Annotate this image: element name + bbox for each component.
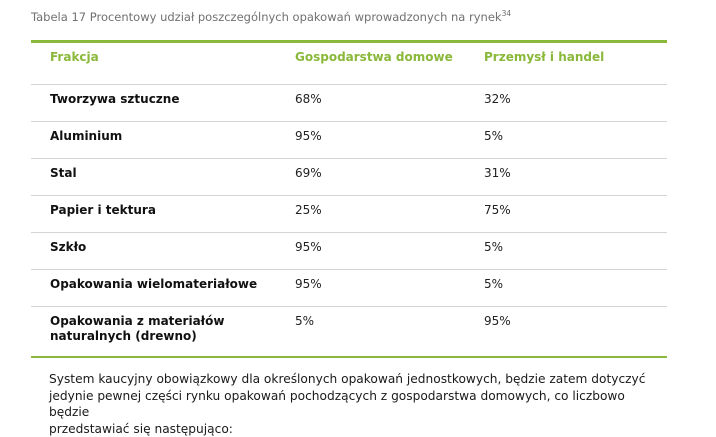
row-fraction: Stal [50, 166, 77, 180]
body-paragraph [49, 371, 659, 437]
row-households: 95% [295, 240, 322, 254]
row-fraction: Opakowania wielomateriałowe [50, 277, 258, 291]
row-fraction: Papier i tektura [50, 203, 156, 217]
table-row [31, 233, 667, 270]
row-industry: 31% [484, 166, 511, 180]
row-fraction: Aluminium [50, 129, 123, 143]
row-fraction [50, 314, 290, 344]
paragraph-line-3: przedstawiać się następująco: [49, 421, 233, 436]
table-row [31, 196, 667, 233]
table-row [31, 270, 667, 307]
table-header-row [31, 43, 667, 85]
packaging-share-table [31, 40, 667, 358]
row-industry: 5% [484, 277, 504, 291]
footnote-marker: 34 [501, 9, 512, 18]
table-row [31, 307, 667, 358]
row-households: 95% [295, 129, 322, 143]
row-fraction: Szkło [50, 240, 87, 254]
row-industry: 5% [484, 129, 504, 143]
row-fraction-line-2: naturalnych (drewno) [50, 329, 197, 343]
header-fraction: Frakcja [50, 50, 99, 64]
paragraph-line-1: System kaucyjny obowiązkowy dla określonych opakowań jednostkowych, będzie zatem dotyczyć [49, 372, 646, 386]
row-households: 25% [295, 203, 322, 217]
row-fraction: Tworzywa sztuczne [50, 92, 180, 106]
header-industry: Przemysł i handel [484, 50, 605, 64]
row-households: 95% [295, 277, 322, 291]
row-industry: 75% [484, 203, 511, 217]
paragraph-line-2: jedynie pewnej części rynku opakowań pochodzących z gospodarstwa domowych, co liczbowo będzie [49, 388, 625, 419]
row-industry: 5% [484, 240, 504, 254]
table-row [31, 85, 667, 122]
row-households: 69% [295, 166, 322, 180]
table-caption-text: Tabela 17 Procentowy udział poszczególnych opakowań wprowadzonych na rynek [31, 9, 502, 24]
header-households: Gospodarstwa domowe [295, 50, 453, 64]
row-industry: 95% [484, 314, 511, 328]
table-row [31, 122, 667, 159]
table-row [31, 159, 667, 196]
row-households: 5% [295, 314, 315, 328]
row-fraction-line-1: Opakowania z materiałów [50, 314, 225, 328]
table-caption [31, 9, 511, 24]
row-industry: 32% [484, 92, 511, 106]
row-households: 68% [295, 92, 322, 106]
